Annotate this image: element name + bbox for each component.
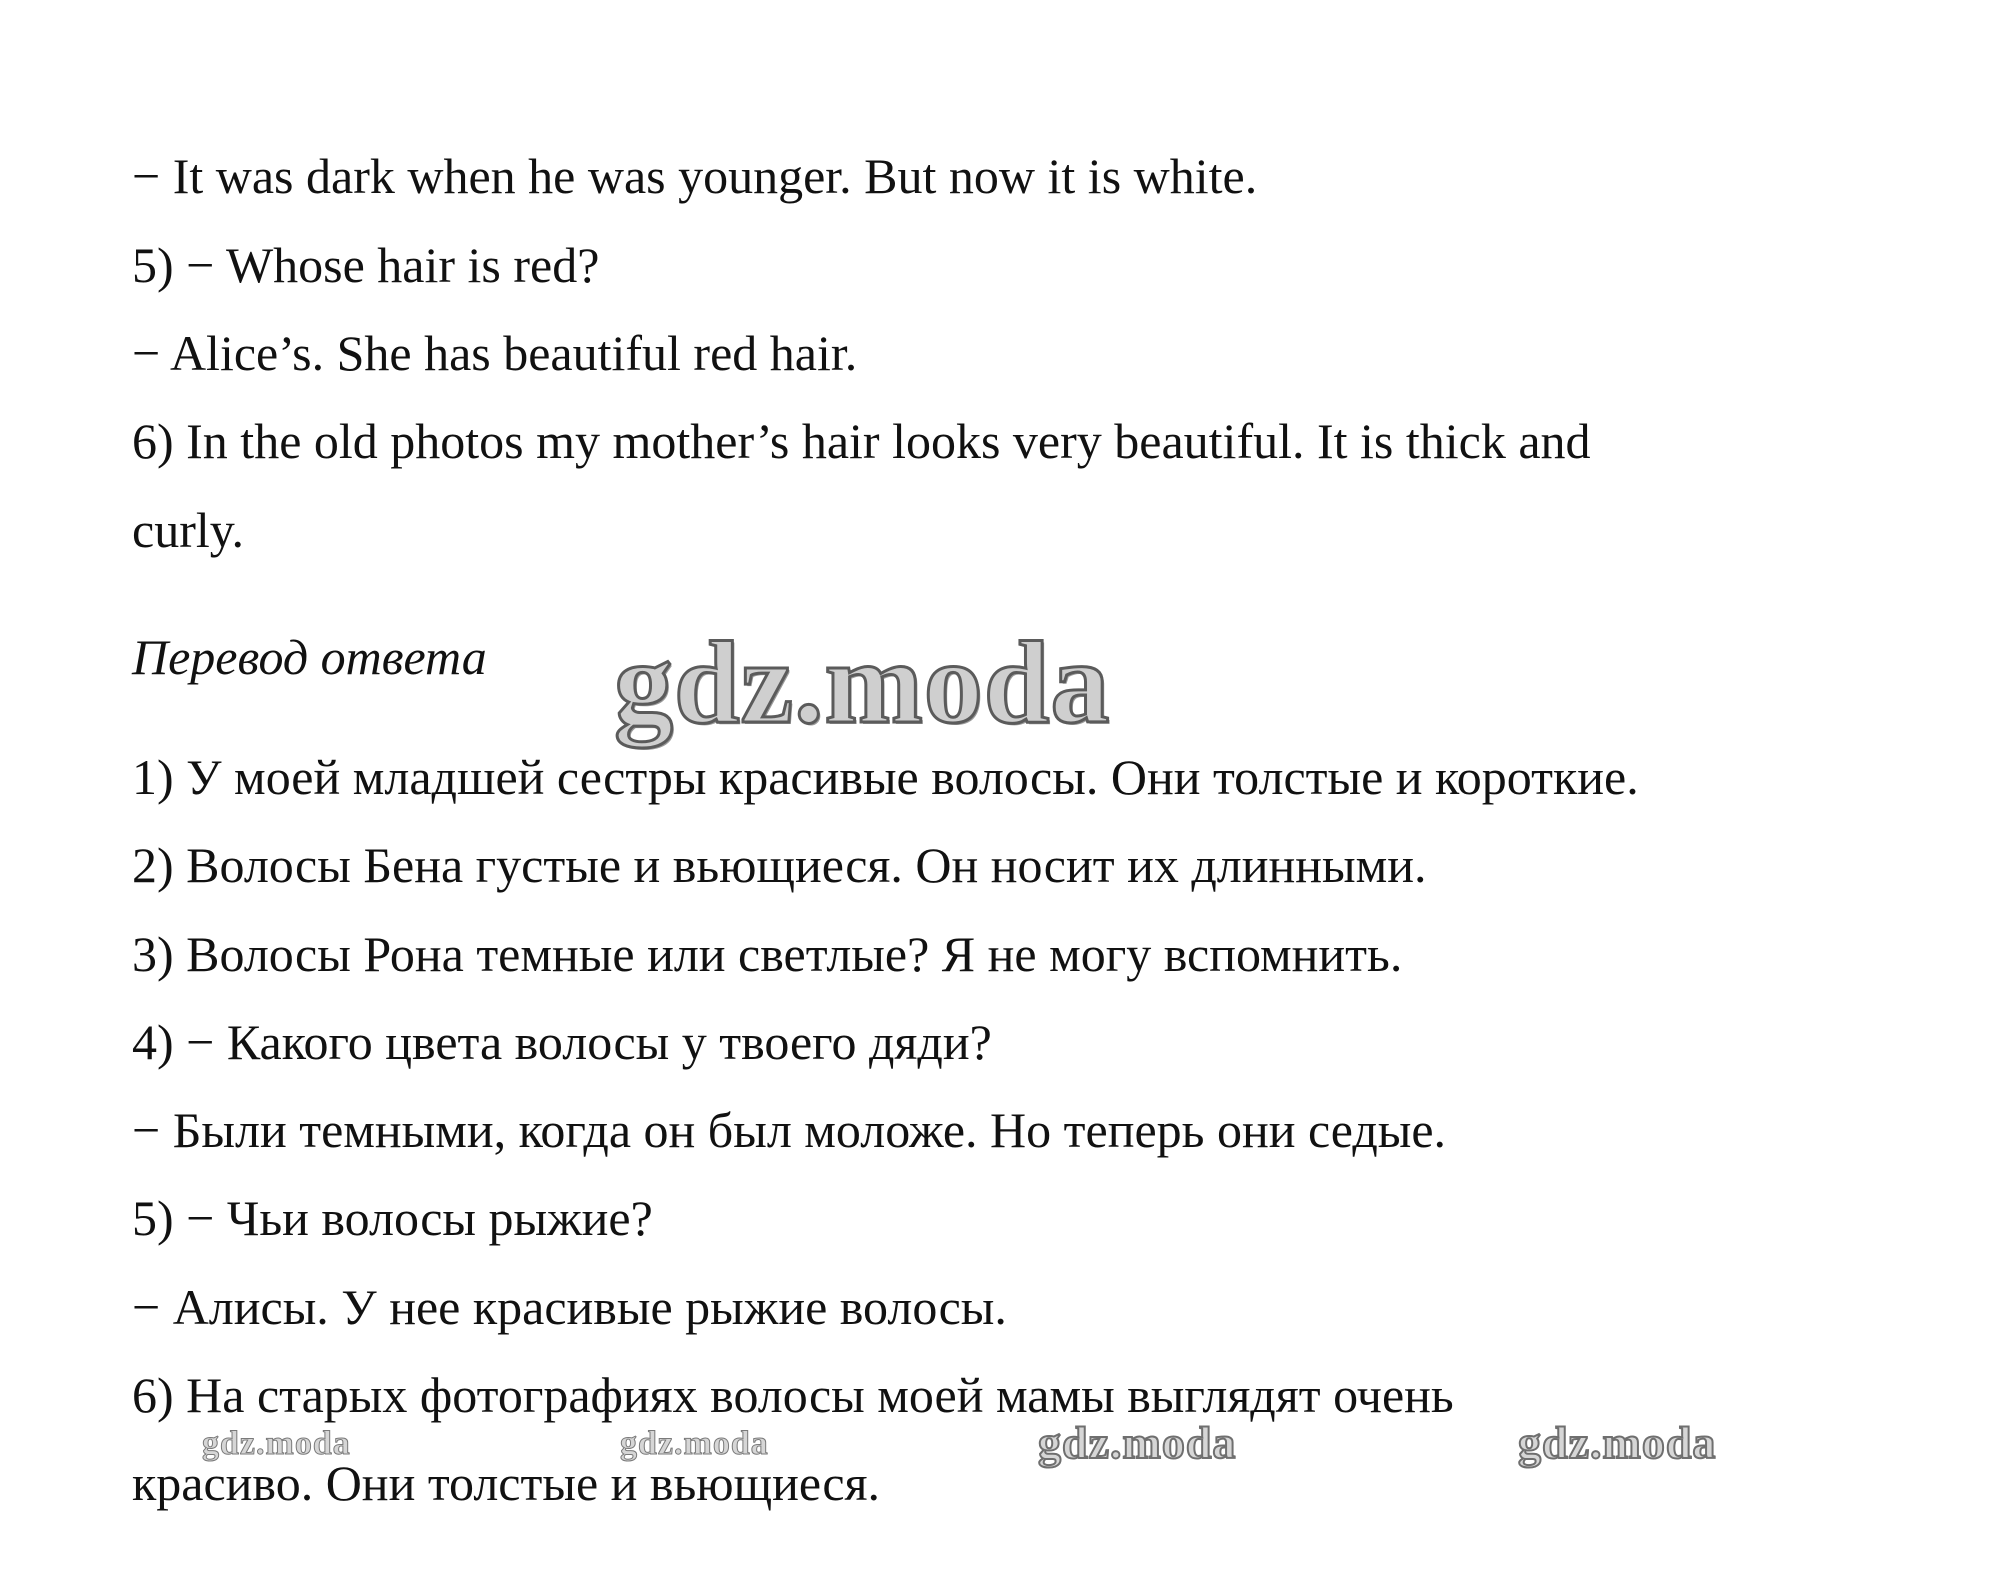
english-line-1: − It was dark when he was younger. But now it is white.: [132, 148, 1258, 204]
russian-line-1: 1) У моей младшей сестры красивые волосы. Они толстые и короткие.: [132, 749, 1639, 805]
russian-line-2: 2) Волосы Бена густые и вьющиеся. Он носит их длинными.: [132, 837, 1427, 893]
russian-line-7: − Алисы. У нее красивые рыжие волосы.: [132, 1279, 1007, 1335]
english-line-2: 5) − Whose hair is red?: [132, 237, 600, 293]
russian-line-3: 3) Волосы Рона темные или светлые? Я не могу вспомнить.: [132, 926, 1403, 982]
english-line-3: − Alice’s. She has beautiful red hair.: [132, 325, 858, 381]
russian-line-8: 6) На старых фотографиях волосы моей мамы выглядят очень: [132, 1367, 1454, 1423]
russian-line-5: − Были темными, когда он был моложе. Но теперь они седые.: [132, 1102, 1447, 1158]
russian-line-4: 4) − Какого цвета волосы у твоего дяди?: [132, 1014, 992, 1070]
russian-line-6: 5) − Чьи волосы рыжие?: [132, 1190, 653, 1246]
watermark-main: gdz.moda: [614, 617, 1111, 748]
russian-line-9: красиво. Они толстые и вьющиеся.: [132, 1455, 881, 1511]
watermark-small-4: gdz.moda: [1518, 1417, 1717, 1468]
translation-heading: Перевод ответа: [132, 629, 487, 685]
watermark-small-2: gdz.moda: [620, 1425, 769, 1462]
english-line-4: 6) In the old photos my mother’s hair looks very beautiful. It is thick and: [132, 413, 1591, 469]
watermark-small-1: gdz.moda: [202, 1425, 351, 1462]
watermark-small-3: gdz.moda: [1038, 1417, 1237, 1468]
english-line-5: curly.: [132, 502, 244, 558]
